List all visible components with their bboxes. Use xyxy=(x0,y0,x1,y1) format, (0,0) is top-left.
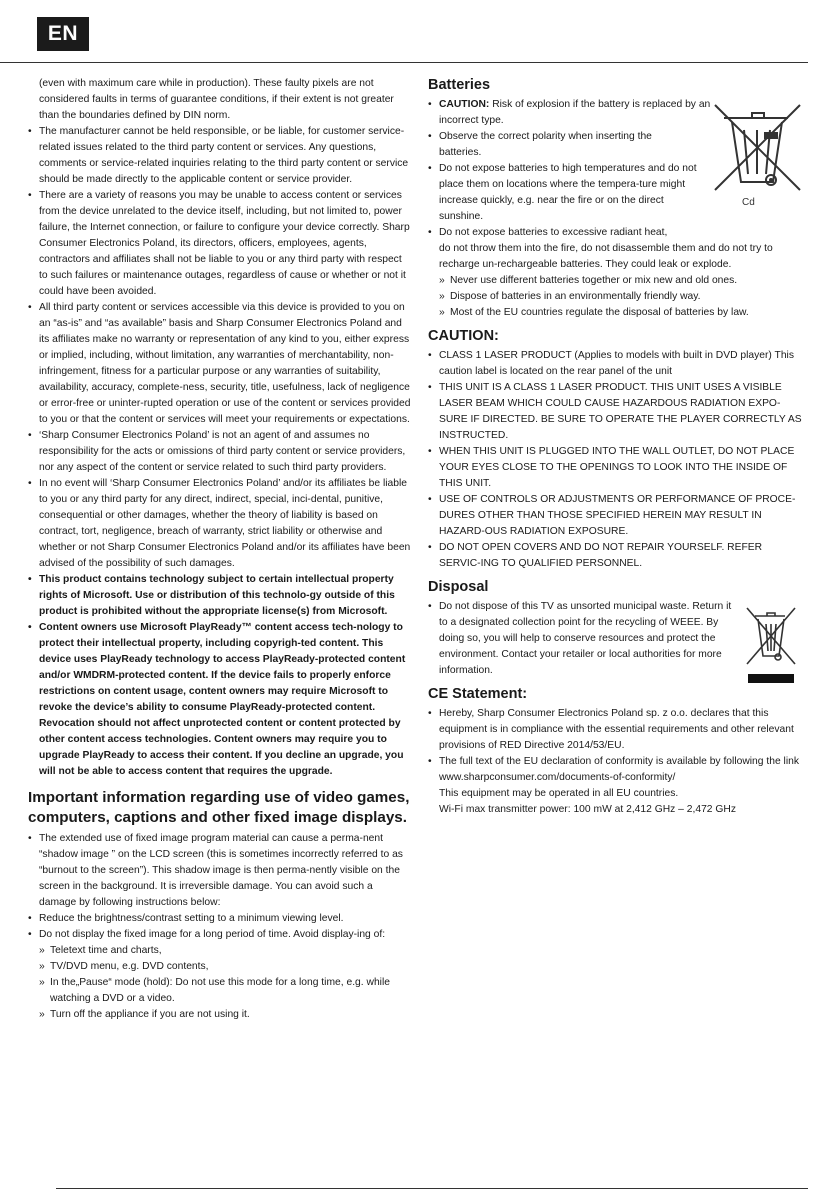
list-item: • All third party content or services accessible via this device is provided to you on an “as-is” and “as available” basis and Sharp Consumer Electronics Poland and its affiliates make no warranty or representation of any kind to you, either express or implied, including, without limitation, any warranties of merchantability, non-infringement, fitness for a particular purpose or any warranties of suitability, availability, accuracy, complete-ness, security, title, usefulness, lack of negligence or error-free or uninter-rupted operation or use of the content or services provided to you or that the content or services will meet your requirements or expectations. xyxy=(28,300,412,428)
caution-list xyxy=(428,348,804,572)
sub-list-item: » Never use different batteries together or mix new and old ones. xyxy=(439,273,804,289)
sub-list-item: » Teletext time and charts, xyxy=(39,943,412,959)
footer-rule xyxy=(56,1188,808,1189)
list-item xyxy=(428,97,713,129)
intro-paragraph: (even with maximum care while in production). These faulty pixels are not considered faults in terms of guarantee conditions, if their extent is not greater than the boundaries defined by DIN norm. xyxy=(39,78,394,121)
sub-list-item: » Dispose of batteries in an environmentally friendly way. xyxy=(439,289,804,305)
sub-list-item: » Most of the EU countries regulate the disposal of batteries by law. xyxy=(439,305,804,321)
list-item: • There are a variety of reasons you may be unable to access content or services from the device unrelated to the device itself, including, but not limited to, power failure, the Internet connection, or failure to configure your device correctly. Sharp Consumer Electronics Poland, its directors, officers, employees, agents, contractors and affiliates shall not be liable to you or any third party with respect to such failures or maintenance outages, regardless of cause or whether or not it could have been avoided. xyxy=(28,188,412,300)
fixed-image-heading: Important information regarding use of video games, computers, captions and other fixed image displays. xyxy=(28,789,410,826)
disposal-heading: Disposal xyxy=(428,579,489,595)
list-item-bold: • Content owners use Microsoft PlayReady™ content access tech-nology to protect their intellectual property, including copyrigh-ted content. This device uses PlayReady technology to access PlayReady-protected content and/or WMDRM-protected content. If the device fails to properly enforce restrictions on content usage, content owners may require Microsoft to revoke the device’s ability to consume PlayReady-protected content. Revocation should not affect unprotected content or content protected by other content access technologies. Content owners may require you to upgrade PlayReady to access their content. If you decline an upgrade, you will not be able to access content that requires the upgrade. xyxy=(28,620,412,780)
batteries-heading: Batteries xyxy=(428,77,491,93)
list-item: • The extended use of fixed image program material can cause a perma-nent “shadow image ” on the LCD screen (this is sometimes incorrectly referred to as “burnout to the screen”). This shadow image is then perma-nently visible on the screen in the background. It is irreversible damage. You can avoid such a damage by following instructions below: xyxy=(28,831,412,911)
batteries-sublist xyxy=(428,273,804,321)
ce-line: Wi-Fi max transmitter power: 100 mW at 2,412 GHz – 2,472 GHz xyxy=(439,804,736,815)
header-rule xyxy=(0,62,808,63)
sub-list-item: » TV/DVD menu, e.g. DVD contents, xyxy=(39,959,412,975)
cd-label: Cd xyxy=(742,197,755,208)
fixed-image-list xyxy=(28,831,412,943)
list-item: • The manufacturer cannot be held responsible, or be liable, for customer service-related issues related to the third party content or services. Any questions, comments or service-related inquiries relating to the third party content or service should be made directly to the applicable content or service provider. xyxy=(28,124,412,188)
ce-list xyxy=(428,706,804,786)
sub-list-item: » Turn off the appliance if you are not using it. xyxy=(39,1007,412,1023)
list-item: • Do not display the fixed image for a long period of time. Avoid display-ing of: xyxy=(28,927,412,943)
caution-label: CAUTION: xyxy=(439,99,490,110)
list-item-bold: • This product contains technology subject to certain intellectual property rights of Microsoft. Use or distribution of this technolo-gy outside of this product is prohibited without the appropriate license(s) from Microsoft. xyxy=(28,572,412,620)
list-item: • USE OF CONTROLS OR ADJUSTMENTS OR PERFORMANCE OF PROCE-DURES OTHER THAN THOSE SPECIFIED HEREIN MAY RESULT IN HAZARD-OUS RADIATION EXPOSURE. xyxy=(428,492,804,540)
language-tag: EN xyxy=(37,17,89,51)
fixed-image-sublist xyxy=(28,943,412,1023)
list-item: • ‘Sharp Consumer Electronics Poland’ is not an agent of and assumes no responsibility for the acts or omissions of third party content or service providers, nor any aspect of the content or service related to such third party providers. xyxy=(28,428,412,476)
left-column xyxy=(28,76,412,1023)
caution-heading: CAUTION: xyxy=(428,328,499,344)
list-item: • DO NOT OPEN COVERS AND DO NOT REPAIR YOURSELF. REFER SERVIC-ING TO QUALIFIED PERSONNEL. xyxy=(428,540,804,572)
crossed-bin-cd-icon xyxy=(712,98,806,210)
list-item: • Do not expose batteries to excessive radiant heat, xyxy=(428,225,804,241)
weee-bin-icon xyxy=(743,604,799,686)
heat-continuation: do not throw them into the fire, do not disassemble them and do not try to recharge un-rechargeable batteries. They could leak or explode. xyxy=(439,243,773,270)
list-item: • Do not dispose of this TV as unsorted municipal waste. Return it to a designated collection point for the recycling of WEEE. By doing so, you will help to conserve resources and protect the environment. Contact your retailer or local authorities for more information. xyxy=(428,599,733,679)
list-item: • The full text of the EU declaration of conformity is available by following the link www.sharpconsumer.com/documents-of-conformity/ xyxy=(428,754,804,786)
list-item: • THIS UNIT IS A CLASS 1 LASER PRODUCT. THIS UNIT USES A VISIBLE LASER BEAM WHICH COULD CAUSE HAZARDOUS RADIATION EXPO-SURE IF DIRECTED. BE SURE TO OPERATE THE PLAYER CORRECTLY AS INSTRUCTED. xyxy=(428,380,804,444)
caution-text: Risk of explosion if the battery is replaced by an incorrect type. xyxy=(439,99,711,126)
list-item: • Hereby, Sharp Consumer Electronics Poland sp. z o.o. declares that this equipment is in compliance with the essential requirements and other relevant provisions of RED Directive 2014/53/EU. xyxy=(428,706,804,754)
list-item: • WHEN THIS UNIT IS PLUGGED INTO THE WALL OUTLET, DO NOT PLACE YOUR EYES CLOSE TO THE OPENINGS TO LOOK INTO THE INSIDE OF THIS UNIT. xyxy=(428,444,804,492)
list-item: • Do not expose batteries to high temperatures and do not place them on locations where the tempera-ture might increase quickly, e.g. near the fire or on the direct sunshine. xyxy=(428,161,702,225)
list-item: • In no event will ‘Sharp Consumer Electronics Poland’ and/or its affiliates be liable to you or any third party for any direct, indirect, special, inci-dental, punitive, consequential or other damages, whether the theory of liability is based on contract, tort, negligence, breach of warranty, strict liability or otherwise and whether or not Sharp Consumer Electronics Poland and/or its affiliates have been advised of the possibility of such damages. xyxy=(28,476,412,572)
ce-heading: CE Statement: xyxy=(428,686,528,702)
list-item: • CLASS 1 LASER PRODUCT (Applies to models with built in DVD player) This caution label is located on the rear panel of the unit xyxy=(428,348,804,380)
disclaimer-list xyxy=(28,124,412,780)
list-item: • Reduce the brightness/contrast setting to a minimum viewing level. xyxy=(28,911,412,927)
ce-line: This equipment may be operated in all EU countries. xyxy=(439,788,679,799)
list-item: • Observe the correct polarity when inserting the batteries. xyxy=(428,129,690,161)
sub-list-item: » In the„Pause“ mode (hold): Do not use this mode for a long time, e.g. while watching a DVD or a video. xyxy=(39,975,412,1007)
